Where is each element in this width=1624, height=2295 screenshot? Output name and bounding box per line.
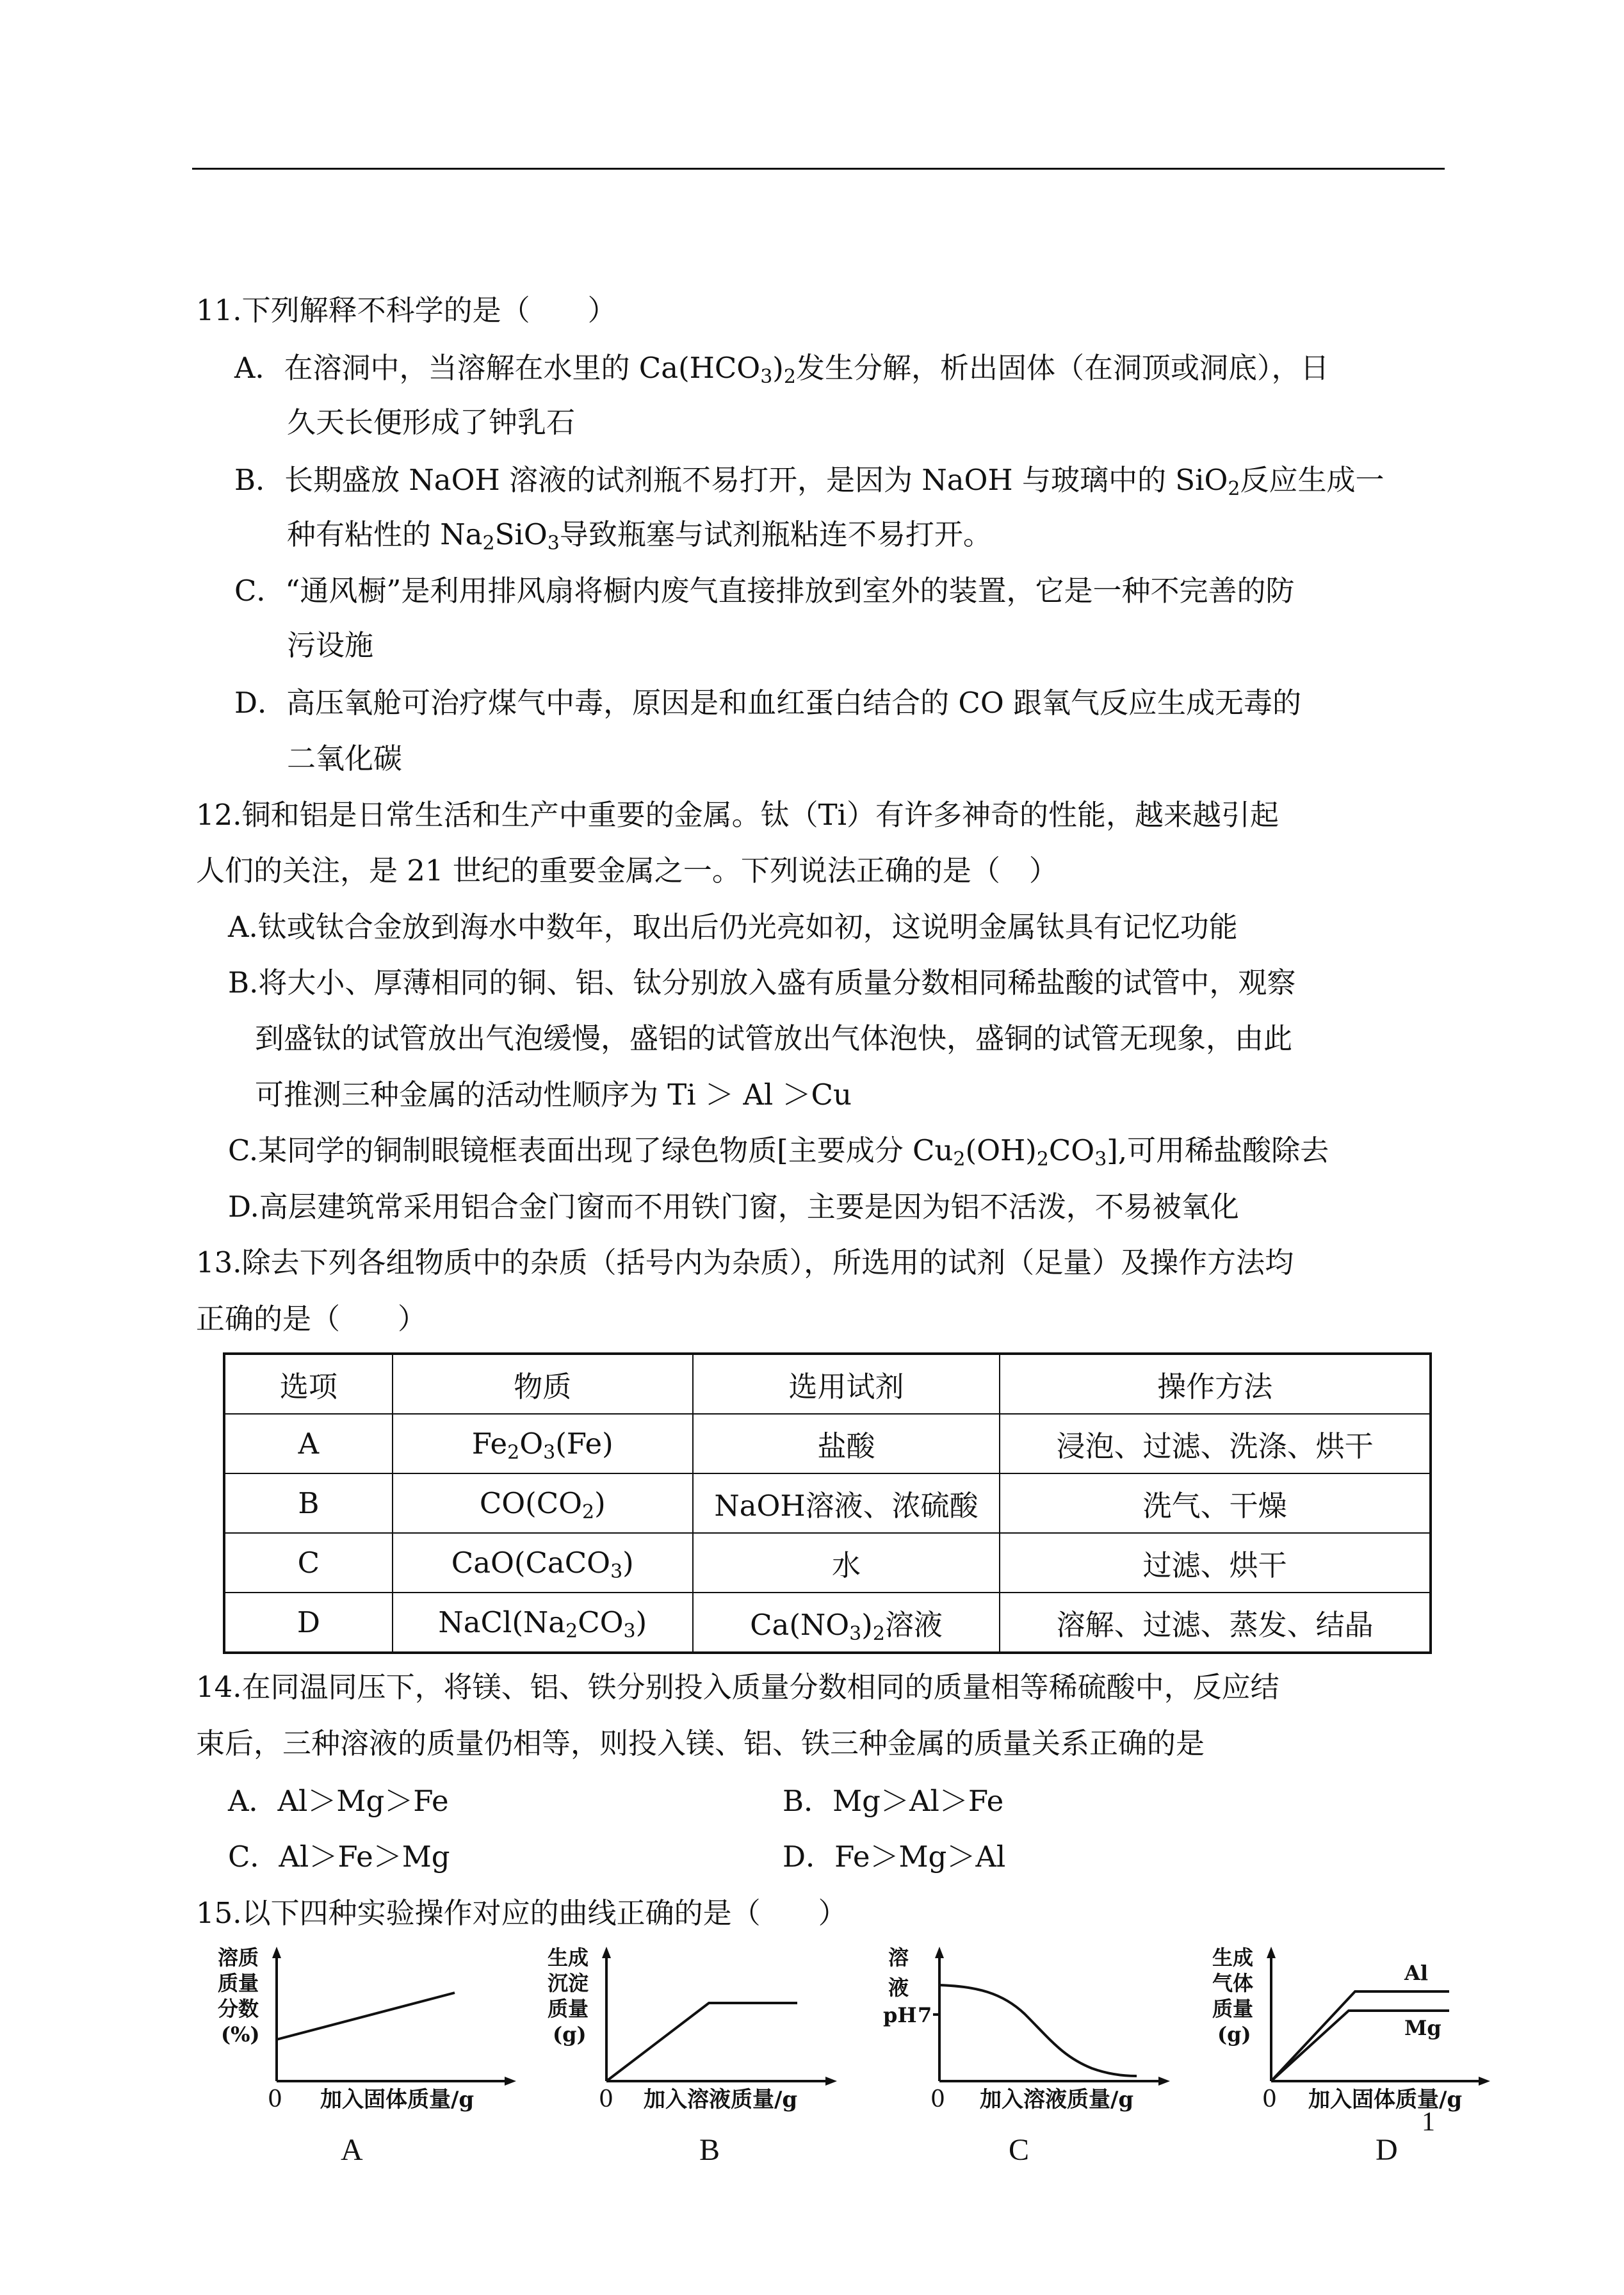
q11-option-a-line1: A．在溶洞中，当溶解在水里的 $Ca(HCO_3)_2$发生分解，析出固体（在洞顶或洞底），日 (234, 351, 1329, 388)
q12-option-b-line2: 到盛钛的试管放出气泡缓慢，盛铝的试管放出气体泡快，盛铜的试管无现象，由此 (255, 1021, 1293, 1055)
table-header-row (224, 1354, 1431, 1414)
cell-substance: CaO(CaCO$_3$) (393, 1533, 693, 1593)
graph-d-ylabel-3: 质量 (1212, 1997, 1254, 2021)
header-reagent: 选用试剂 (693, 1354, 1000, 1414)
cell-reagent: 水 (693, 1533, 1000, 1593)
graph-d (1212, 1945, 1513, 2113)
graph-c-xlabel: 加入溶液质量/g (980, 2087, 1134, 2113)
cell-option: C (224, 1533, 393, 1593)
cell-reagent: NaOH溶液、浓硫酸 (693, 1473, 1000, 1533)
graph-b-ylabel-2: 沉淀 (548, 1971, 589, 1995)
graph-b-y-arrow (602, 1947, 611, 1958)
q12-option-b-line3: 可推测三种金属的活动性顺序为 Ti ＞ Al ＞Cu (255, 1078, 852, 1112)
q12-stem-line2: 人们的关注，是 21 世纪的重要金属之一。下列说法正确的是（ ） (196, 854, 1058, 888)
header-option: 选项 (224, 1354, 393, 1414)
graph-b-curve (606, 2003, 797, 2081)
q11-option-d-line1: D．高压氧舱可治疗煤气中毒，原因是和血红蛋白结合的 CO 跟氧气反应生成无毒的 (234, 686, 1302, 720)
graph-c-y-arrow (935, 1947, 944, 1958)
header-method: 操作方法 (1000, 1354, 1431, 1414)
q12-option-d: D.高层建筑常采用铝合金门窗而不用铁门窗，主要是因为铝不活泼，不易被氧化 (228, 1190, 1239, 1224)
q14-stem-line2: 束后，三种溶液的质量仍相等，则投入镁、铝、铁三种金属的质量关系正确的是 (196, 1726, 1205, 1760)
q12-option-a: A.钛或钛合金放到海水中数年，取出后仍光亮如初，这说明金属钛具有记忆功能 (228, 910, 1238, 944)
graph-d-y-arrow (1267, 1947, 1276, 1958)
graph-a-y-arrow (272, 1947, 281, 1958)
table-row (224, 1533, 1431, 1593)
graph-b-caption: B (699, 2133, 720, 2167)
graph-b-ylabel-1: 生成 (548, 1945, 589, 1970)
header-substance: 物质 (393, 1354, 693, 1414)
cell-method: 过滤、烘干 (1000, 1533, 1431, 1593)
graph-c-ylabel-1: 溶 (888, 1945, 909, 1970)
graph-c-caption: C (1009, 2133, 1030, 2167)
q11-option-c-line2: 污设施 (287, 628, 374, 662)
cell-substance: $CO(CO_2)$ (393, 1473, 693, 1533)
graph-a-caption: A (341, 2133, 363, 2167)
q15-stem: 15.以下四种实验操作对应的曲线正确的是（ ） (196, 1896, 847, 1930)
q11-stem: 11.下列解释不科学的是（ ） (196, 293, 617, 327)
graph-a-xlabel: 加入固体质量/g (320, 2087, 475, 2113)
cell-method: 浸泡、过滤、洗涤、烘干 (1000, 1414, 1431, 1473)
graph-c-curve (939, 1985, 1137, 2076)
graph-a-origin: 0 (268, 2086, 282, 2113)
q14-option-d: D．Fe＞Mg＞Al (783, 1840, 1006, 1874)
q14-stem-line1: 14.在同温同压下，将镁、铝、铁分别投入质量分数相同的质量相等稀硫酸中，反应结 (196, 1670, 1279, 1704)
graph-a-x-arrow (505, 2077, 516, 2086)
table-row (224, 1473, 1431, 1533)
graph-d-series-al: Al (1404, 1961, 1428, 1985)
q11-option-d-line2: 二氧化碳 (287, 742, 403, 775)
cell-substance: $NaCl(Na_2CO_3)$ (393, 1593, 693, 1653)
q13-stem-line1: 13.除去下列各组物质中的杂质（括号内为杂质），所选用的试剂（足量）及操作方法均 (196, 1245, 1294, 1279)
graph-a-curve (277, 1993, 455, 2040)
graph-c-origin: 0 (930, 2086, 945, 2113)
q14-option-c: C．Al＞Fe＞Mg (228, 1840, 450, 1874)
table-row (224, 1414, 1431, 1473)
graph-b-origin: 0 (599, 2086, 613, 2113)
graph-c-ylabel-3: pH (883, 2003, 917, 2027)
q12-option-b-line1: B.将大小、厚薄相同的铜、铝、钛分别放入盛有质量分数相同稀盐酸的试管中，观察 (228, 966, 1296, 1000)
q13-table (223, 1352, 1432, 1654)
graph-d-ylabel-4: (g) (1217, 2022, 1251, 2047)
graph-a-ylabel-2: 质量 (218, 1971, 259, 1995)
header-rule (192, 168, 1445, 170)
cell-method: 洗气、干燥 (1000, 1473, 1431, 1533)
q12-option-c: C.某同学的铜制眼镜框表面出现了绿色物质[主要成分 $Cu_2(OH)_2CO_3$],可用稀盐酸除去 (228, 1133, 1329, 1171)
q11-option-b-line1: B．长期盛放 NaOH 溶液的试剂瓶不易打开，是因为 NaOH 与玻璃中的 SiO$_2$反应生成一 (234, 463, 1384, 500)
table-row (224, 1593, 1431, 1653)
q14-option-b: B．Mg＞Al＞Fe (783, 1784, 1004, 1818)
graph-a (218, 1945, 519, 2113)
q13-stem-line2: 正确的是（ ） (196, 1302, 427, 1336)
q11-option-b-line2: 种有粘性的 $Na_2SiO_3$导致瓶塞与试剂瓶粘连不易打开。 (287, 517, 992, 555)
cell-reagent: 盐酸 (693, 1414, 1000, 1473)
page-number: 1 (1422, 2107, 1435, 2137)
graph-c-tick-7: 7 (918, 2003, 932, 2027)
cell-substance: $Fe_2O_3(Fe)$ (393, 1414, 693, 1473)
graph-c-x-arrow (1158, 2077, 1170, 2086)
graph-c-ylabel-2: 液 (888, 1975, 909, 2000)
graph-b-x-arrow (825, 2077, 837, 2086)
q11-option-a-line2: 久天长便形成了钟乳石 (287, 405, 576, 439)
q12-stem-line1: 12.铜和铝是日常生活和生产中重要的金属。钛（Ti）有许多神奇的性能，越来越引起 (196, 798, 1279, 832)
graph-c (881, 1945, 1181, 2113)
graph-d-origin: 0 (1262, 2086, 1277, 2113)
graph-d-caption: D (1376, 2133, 1398, 2167)
graph-b-ylabel-3: 质量 (548, 1997, 589, 2021)
cell-option: A (224, 1414, 393, 1473)
graph-a-ylabel-1: 溶质 (218, 1945, 259, 1970)
graph-b-xlabel: 加入溶液质量/g (644, 2087, 798, 2113)
q11-option-c-line1: C．“通风橱”是利用排风扇将橱内废气直接排放到室外的装置，它是一种不完善的防 (234, 574, 1295, 608)
cell-option: B (224, 1473, 393, 1533)
cell-method: 溶解、过滤、蒸发、结晶 (1000, 1593, 1431, 1653)
graph-d-ylabel-2: 气体 (1212, 1971, 1254, 1995)
graph-d-series-mg: Mg (1404, 2016, 1441, 2040)
graph-b-ylabel-4: (g) (553, 2022, 587, 2047)
graph-a-ylabel-3: 分数 (218, 1997, 259, 2021)
cell-option: D (224, 1593, 393, 1653)
graph-d-x-arrow (1479, 2077, 1490, 2086)
graph-a-ylabel-4: (%) (221, 2022, 260, 2047)
cell-reagent: $Ca(NO_3)_2$溶液 (693, 1593, 1000, 1653)
graph-b (548, 1945, 849, 2113)
graph-d-xlabel: 加入固体质量/g (1308, 2087, 1463, 2113)
q14-option-a: A．Al＞Mg＞Fe (228, 1784, 449, 1818)
graph-d-ylabel-1: 生成 (1212, 1945, 1254, 1970)
